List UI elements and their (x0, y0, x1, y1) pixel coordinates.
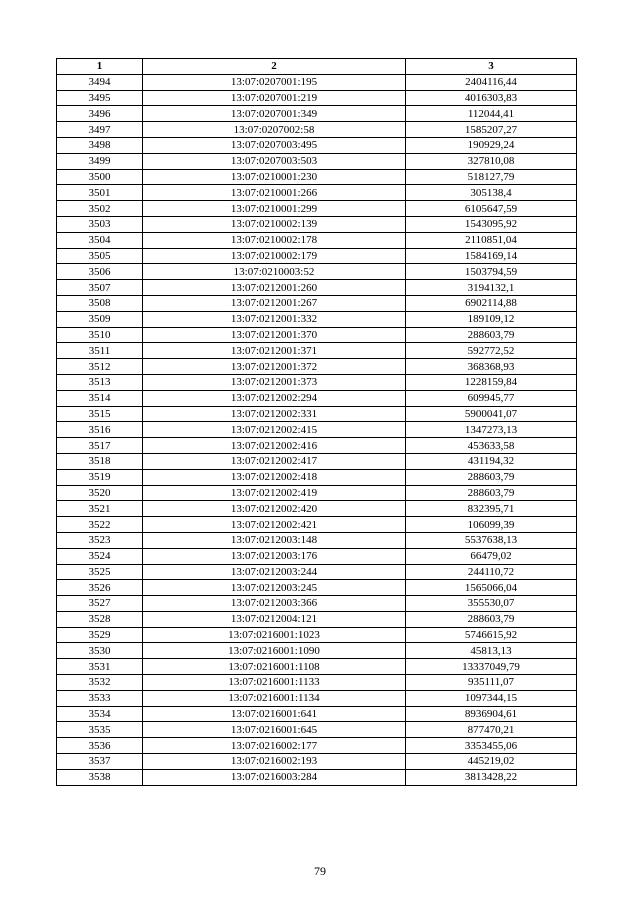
value-cell: 288603,79 (406, 485, 577, 501)
row-number-cell: 3499 (57, 153, 143, 169)
value-cell: 66479,02 (406, 548, 577, 564)
cadastral-number-cell: 13:07:0212001:332 (143, 311, 406, 327)
table-row (57, 627, 577, 643)
table-row (57, 643, 577, 659)
cadastral-number-cell: 13:07:0207001:219 (143, 90, 406, 106)
table-row (57, 580, 577, 596)
table-row (57, 90, 577, 106)
table-row (57, 564, 577, 580)
cadastral-number-cell: 13:07:0216003:284 (143, 769, 406, 785)
value-cell: 1585207,27 (406, 122, 577, 138)
value-cell: 6105647,59 (406, 201, 577, 217)
cadastral-number-cell: 13:07:0212001:260 (143, 280, 406, 296)
table-row (57, 738, 577, 754)
value-cell: 5537638,13 (406, 532, 577, 548)
row-number-cell: 3533 (57, 690, 143, 706)
row-number-cell: 3527 (57, 596, 143, 612)
table-row (57, 754, 577, 770)
cadastral-number-cell: 13:07:0210002:179 (143, 248, 406, 264)
table-row (57, 722, 577, 738)
row-number-cell: 3514 (57, 390, 143, 406)
row-number-cell: 3537 (57, 754, 143, 770)
cadastral-number-cell: 13:07:0212001:373 (143, 374, 406, 390)
value-cell: 453633,58 (406, 438, 577, 454)
cadastral-number-cell: 13:07:0210001:230 (143, 169, 406, 185)
cadastral-number-cell: 13:07:0207001:349 (143, 106, 406, 122)
cadastral-number-cell: 13:07:0207003:503 (143, 153, 406, 169)
table-row (57, 422, 577, 438)
table-row (57, 359, 577, 375)
row-number-cell: 3531 (57, 659, 143, 675)
table-row (57, 169, 577, 185)
row-number-cell: 3524 (57, 548, 143, 564)
cadastral-number-cell: 13:07:0212002:420 (143, 501, 406, 517)
row-number-cell: 3522 (57, 517, 143, 533)
cadastral-number-cell: 13:07:0212003:244 (143, 564, 406, 580)
cadastral-number-cell: 13:07:0216001:641 (143, 706, 406, 722)
row-number-cell: 3508 (57, 295, 143, 311)
column-header: 2 (143, 59, 406, 75)
value-cell: 592772,52 (406, 343, 577, 359)
table-row (57, 295, 577, 311)
value-cell: 609945,77 (406, 390, 577, 406)
cadastral-number-cell: 13:07:0216001:1134 (143, 690, 406, 706)
table-header-row (57, 59, 577, 75)
cadastral-number-cell: 13:07:0212003:176 (143, 548, 406, 564)
row-number-cell: 3501 (57, 185, 143, 201)
row-number-cell: 3528 (57, 611, 143, 627)
row-number-cell: 3523 (57, 532, 143, 548)
table-row (57, 517, 577, 533)
row-number-cell: 3494 (57, 74, 143, 90)
table-row (57, 438, 577, 454)
table-row (57, 374, 577, 390)
table-row (57, 675, 577, 691)
cadastral-number-cell: 13:07:0212002:419 (143, 485, 406, 501)
cadastral-number-cell: 13:07:0210002:139 (143, 216, 406, 232)
cadastral-number-cell: 13:07:0210003:52 (143, 264, 406, 280)
row-number-cell: 3509 (57, 311, 143, 327)
value-cell: 935111,07 (406, 675, 577, 691)
cadastral-number-cell: 13:07:0207003:495 (143, 137, 406, 153)
cadastral-number-cell: 13:07:0216002:177 (143, 738, 406, 754)
row-number-cell: 3530 (57, 643, 143, 659)
row-number-cell: 3512 (57, 359, 143, 375)
table-row (57, 137, 577, 153)
table-row (57, 690, 577, 706)
table-row (57, 280, 577, 296)
table-row (57, 532, 577, 548)
row-number-cell: 3495 (57, 90, 143, 106)
cadastral-number-cell: 13:07:0210002:178 (143, 232, 406, 248)
table-row (57, 106, 577, 122)
data-table (56, 58, 577, 786)
cadastral-number-cell: 13:07:0212003:148 (143, 532, 406, 548)
row-number-cell: 3525 (57, 564, 143, 580)
row-number-cell: 3535 (57, 722, 143, 738)
cadastral-number-cell: 13:07:0212002:416 (143, 438, 406, 454)
value-cell: 832395,71 (406, 501, 577, 517)
value-cell: 1097344,15 (406, 690, 577, 706)
cadastral-number-cell: 13:07:0212002:421 (143, 517, 406, 533)
cadastral-number-cell: 13:07:0212003:366 (143, 596, 406, 612)
value-cell: 5746615,92 (406, 627, 577, 643)
value-cell: 106099,39 (406, 517, 577, 533)
cadastral-number-cell: 13:07:0212001:371 (143, 343, 406, 359)
value-cell: 877470,21 (406, 722, 577, 738)
row-number-cell: 3534 (57, 706, 143, 722)
cadastral-number-cell: 13:07:0207001:195 (143, 74, 406, 90)
value-cell: 288603,79 (406, 469, 577, 485)
value-cell: 112044,41 (406, 106, 577, 122)
cadastral-number-cell: 13:07:0212002:415 (143, 422, 406, 438)
cadastral-number-cell: 13:07:0212003:245 (143, 580, 406, 596)
cadastral-number-cell: 13:07:0216001:645 (143, 722, 406, 738)
row-number-cell: 3517 (57, 438, 143, 454)
row-number-cell: 3516 (57, 422, 143, 438)
value-cell: 244110,72 (406, 564, 577, 580)
table-row (57, 611, 577, 627)
value-cell: 4016303,83 (406, 90, 577, 106)
value-cell: 6902114,88 (406, 295, 577, 311)
value-cell: 1503794,59 (406, 264, 577, 280)
row-number-cell: 3505 (57, 248, 143, 264)
table-row (57, 153, 577, 169)
table-row (57, 769, 577, 785)
value-cell: 190929,24 (406, 137, 577, 153)
cadastral-number-cell: 13:07:0207002:58 (143, 122, 406, 138)
table-row (57, 122, 577, 138)
row-number-cell: 3496 (57, 106, 143, 122)
row-number-cell: 3511 (57, 343, 143, 359)
cadastral-number-cell: 13:07:0212002:331 (143, 406, 406, 422)
value-cell: 518127,79 (406, 169, 577, 185)
cadastral-number-cell: 13:07:0212001:372 (143, 359, 406, 375)
table-row (57, 201, 577, 217)
cadastral-number-cell: 13:07:0212002:294 (143, 390, 406, 406)
row-number-cell: 3521 (57, 501, 143, 517)
row-number-cell: 3504 (57, 232, 143, 248)
table-row (57, 406, 577, 422)
value-cell: 1543095,92 (406, 216, 577, 232)
value-cell: 189109,12 (406, 311, 577, 327)
column-header: 1 (57, 59, 143, 75)
row-number-cell: 3500 (57, 169, 143, 185)
value-cell: 368368,93 (406, 359, 577, 375)
row-number-cell: 3520 (57, 485, 143, 501)
cadastral-number-cell: 13:07:0216002:193 (143, 754, 406, 770)
table-row (57, 343, 577, 359)
cadastral-number-cell: 13:07:0210001:299 (143, 201, 406, 217)
cadastral-number-cell: 13:07:0212002:417 (143, 453, 406, 469)
table-row (57, 185, 577, 201)
table-row (57, 390, 577, 406)
table-row (57, 74, 577, 90)
row-number-cell: 3536 (57, 738, 143, 754)
table-body (57, 74, 577, 785)
table-row (57, 327, 577, 343)
value-cell: 327810,08 (406, 153, 577, 169)
row-number-cell: 3529 (57, 627, 143, 643)
table-row (57, 501, 577, 517)
cadastral-number-cell: 13:07:0216001:1090 (143, 643, 406, 659)
value-cell: 355530,07 (406, 596, 577, 612)
table-row (57, 706, 577, 722)
row-number-cell: 3497 (57, 122, 143, 138)
value-cell: 288603,79 (406, 611, 577, 627)
row-number-cell: 3502 (57, 201, 143, 217)
value-cell: 305138,4 (406, 185, 577, 201)
row-number-cell: 3519 (57, 469, 143, 485)
value-cell: 1584169,14 (406, 248, 577, 264)
row-number-cell: 3507 (57, 280, 143, 296)
table-row (57, 232, 577, 248)
cadastral-number-cell: 13:07:0212001:267 (143, 295, 406, 311)
row-number-cell: 3518 (57, 453, 143, 469)
cadastral-number-cell: 13:07:0216001:1108 (143, 659, 406, 675)
table-row (57, 469, 577, 485)
cadastral-number-cell: 13:07:0212001:370 (143, 327, 406, 343)
table-row (57, 548, 577, 564)
value-cell: 3813428,22 (406, 769, 577, 785)
row-number-cell: 3532 (57, 675, 143, 691)
table-row (57, 659, 577, 675)
value-cell: 8936904,61 (406, 706, 577, 722)
table-row (57, 216, 577, 232)
table-row (57, 596, 577, 612)
cadastral-number-cell: 13:07:0212002:418 (143, 469, 406, 485)
value-cell: 3353455,06 (406, 738, 577, 754)
value-cell: 1228159,84 (406, 374, 577, 390)
value-cell: 3194132,1 (406, 280, 577, 296)
row-number-cell: 3538 (57, 769, 143, 785)
value-cell: 431194,32 (406, 453, 577, 469)
value-cell: 5900041,07 (406, 406, 577, 422)
row-number-cell: 3513 (57, 374, 143, 390)
page-number: 79 (314, 864, 326, 878)
row-number-cell: 3498 (57, 137, 143, 153)
value-cell: 1347273,13 (406, 422, 577, 438)
value-cell: 13337049,79 (406, 659, 577, 675)
row-number-cell: 3515 (57, 406, 143, 422)
cadastral-number-cell: 13:07:0212004:121 (143, 611, 406, 627)
table-row (57, 453, 577, 469)
value-cell: 445219,02 (406, 754, 577, 770)
table-row (57, 264, 577, 280)
row-number-cell: 3503 (57, 216, 143, 232)
value-cell: 1565066,04 (406, 580, 577, 596)
value-cell: 45813,13 (406, 643, 577, 659)
row-number-cell: 3526 (57, 580, 143, 596)
table-row (57, 485, 577, 501)
cadastral-number-cell: 13:07:0216001:1133 (143, 675, 406, 691)
value-cell: 2110851,04 (406, 232, 577, 248)
row-number-cell: 3510 (57, 327, 143, 343)
cadastral-number-cell: 13:07:0210001:266 (143, 185, 406, 201)
row-number-cell: 3506 (57, 264, 143, 280)
cadastral-number-cell: 13:07:0216001:1023 (143, 627, 406, 643)
value-cell: 2404116,44 (406, 74, 577, 90)
table-row (57, 248, 577, 264)
table-row (57, 311, 577, 327)
value-cell: 288603,79 (406, 327, 577, 343)
column-header: 3 (406, 59, 577, 75)
